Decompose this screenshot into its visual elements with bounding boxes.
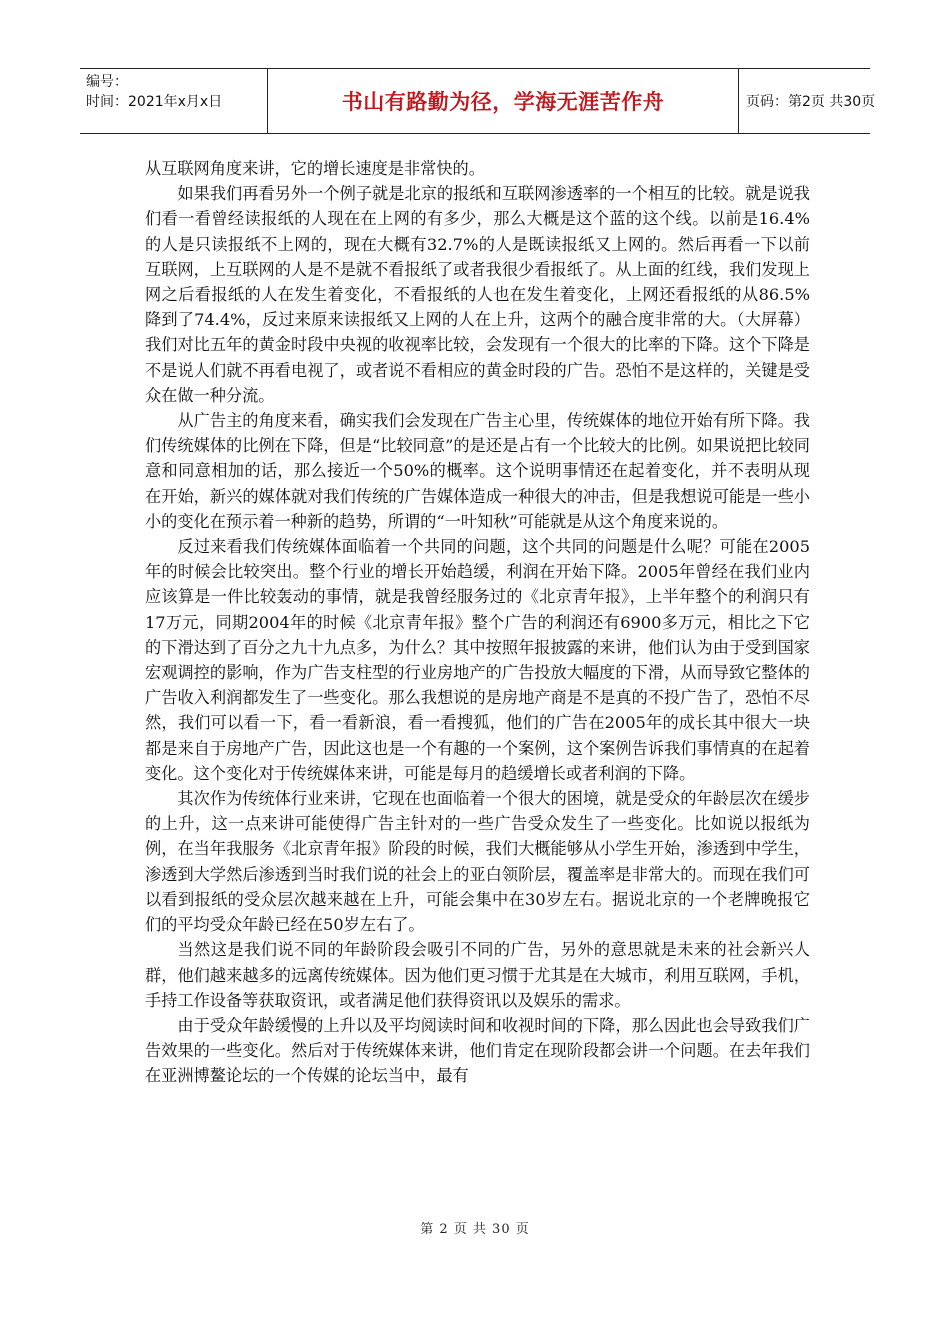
document-time-label: 时间：2021年x月x日 [86,94,223,110]
page-footer [0,1218,950,1237]
header-meta-cell [80,69,268,133]
document-body [145,156,810,1089]
header-page-label: 页码：第2页 共30页 [746,94,876,110]
paragraph: 由于受众年龄缓慢的上升以及平均阅读时间和收视时间的下降，那么因此也会导致我们广告效果的一些变化。然后对于传统媒体来讲，他们肯定在现阶段都会讲一个问题。在去年我们在亚洲博鳌论坛的一个传媒的论坛当中，最有 [145,1015,810,1086]
paragraph: 当然这是我们说不同的年龄阶段会吸引不同的广告，另外的意思就是未来的社会新兴人群，他们越来越多的远离传统媒体。因为他们更习惯于尤其是在大城市，利用互联网，手机，手持工作设备等获取资讯，或者满足他们获得资讯以及娱乐的需求。 [145,940,810,1010]
header-motto-cell [268,69,739,133]
header-motto: 书山有路勤为径，学海无涯苦作舟 [341,90,665,114]
paragraph: 从广告主的角度来看，确实我们会发现在广告主心里，传统媒体的地位开始有所下降。我们传统媒体的比例在下降，但是“比较同意”的是还是占有一个比较大的比例。如果说把比较同意和同意相加的话，那么接近一个50%的概率。这个说明事情还在起着变化，并不表明从现在开始，新兴的媒体就对我们传统的广告媒体造成一种很大的冲击，但是我想说可能是一些小小的变化在预示着一种新的趋势，所谓的“一叶知秋”可能就是从这个角度来说的。 [145,411,810,531]
paragraph: 反过来看我们传统媒体面临着一个共同的问题，这个共同的问题是什么呢？可能在2005年的时候会比较突出。整个行业的增长开始趋缓，利润在开始下降。2005年曾经在我们业内应该算是一件比较轰动的事情，就是我曾经服务过的《北京青年报》，上半年整个的利润只有17万元，同期2004年的时候《北京青年报》整个广告的利润还有6900多万元，相比之下它的下滑达到了百分之九十九点多，为什么？其中按照年报披露的来讲，他们认为由于受到国家宏观调控的影响，作为广告支柱型的行业房地产的广告投放大幅度的下滑，从而导致它整体的广告收入利润都发生了一些变化。那么我想说的是房地产商是不是真的不投广告了，恐怕不尽然，我们可以看一下，看一看新浪，看一看搜狐，他们的广告在2005年的成长其中很大一块都是来自于房地产广告，因此这也是一个有趣的一个案例，这个案例告诉我们事情真的在起着变化。这个变化对于传统媒体来讲，可能是每月的趋缓增长或者利润的下降。 [145,537,810,783]
header-page-cell [738,69,876,133]
paragraph: 从互联网角度来讲，它的增长速度是非常快的。 [145,159,485,178]
document-number-label: 编号： [86,74,128,90]
footer-page-number: 第 2 页 共 30 页 [420,1222,530,1237]
page-header [80,68,876,134]
paragraph: 如果我们再看另外一个例子就是北京的报纸和互联网渗透率的一个相互的比较。就是说我们看一看曾经读报纸的人现在在上网的有多少，那么大概是这个蓝的这个线。以前是16.4%的人是只读报纸不上网的，现在大概有32.7%的人是既读报纸又上网的。然后再看一下以前互联网，上互联网的人是不是就不看报纸了或者我很少看报纸了。从上面的红线，我们发现上网之后看报纸的人在发生着变化，不看报纸的人也在发生着变化，上网还看报纸的从86.5%降到了74.4%，反过来原来读报纸又上网的人在上升，这两个的融合度非常的大。（大屏幕）我们对比五年的黄金时段中央视的收视率比较，会发现有一个很大的比率的下降。这个下降是不是说人们就不再看电视了，或者说不看相应的黄金时段的广告。恐怕不是这样的，关键是受众在做一种分流。 [145,184,810,405]
paragraph: 其次作为传统体行业来讲，它现在也面临着一个很大的困境，就是受众的年龄层次在缓步的上升，这一点来讲可能使得广告主针对的一些广告受众发生了一些变化。比如说以报纸为例，在当年我服务《北京青年报》阶段的时候，我们大概能够从小学生开始，渗透到中学生，渗透到大学然后渗透到当时我们说的社会上的亚白领阶层，覆盖率是非常大的。而现在我们可以看到报纸的受众层次越来越在上升，可能会集中在30岁左右。据说北京的一个老牌晚报它们的平均受众年龄已经在50岁左右了。 [145,789,810,935]
